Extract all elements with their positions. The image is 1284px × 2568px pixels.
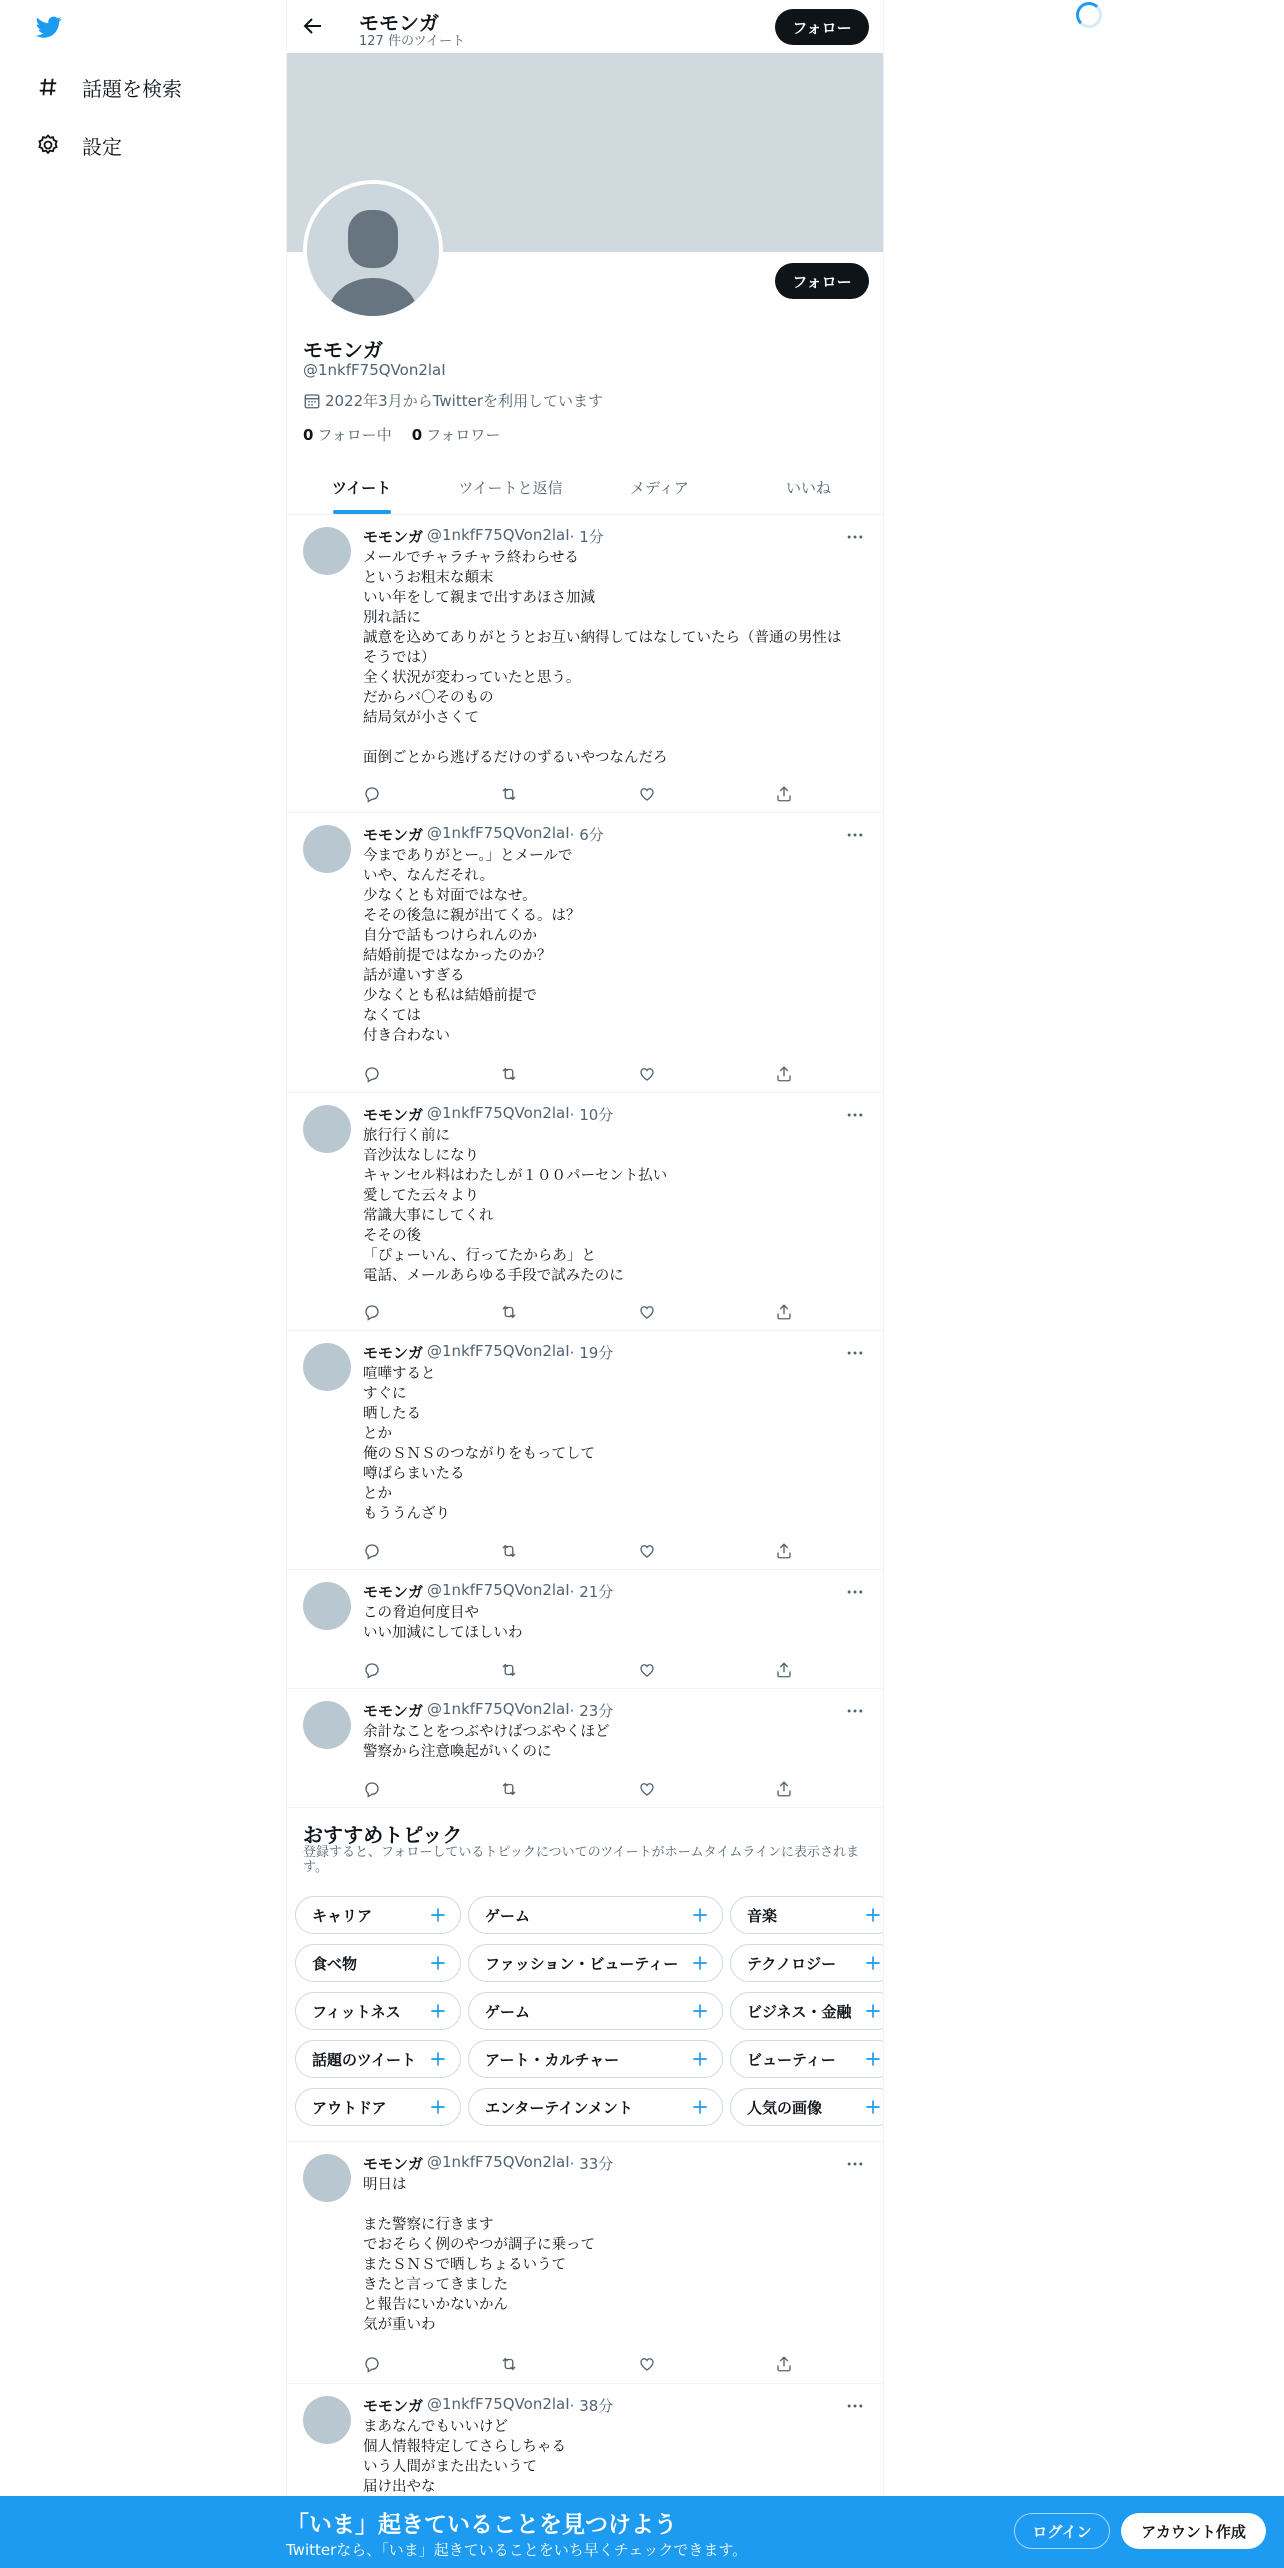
reply-icon[interactable] — [363, 1303, 381, 1321]
plus-icon[interactable] — [428, 2001, 448, 2021]
following-link[interactable] — [303, 424, 392, 445]
topic-chip-label: 音楽 — [747, 1906, 778, 1925]
tweet-author-handle[interactable]: @1nkfF75QVon2laI — [427, 2395, 570, 2413]
topic-chip[interactable] — [468, 2040, 723, 2078]
default-avatar-icon — [307, 184, 439, 316]
tweet[interactable] — [287, 813, 883, 1093]
share-icon[interactable] — [775, 1303, 793, 1321]
tweet-time[interactable]: · 21分 — [569, 1583, 614, 1601]
topic-chip-label: キャリア — [312, 1906, 373, 1925]
topic-chip-label: フィットネス — [312, 2002, 401, 2021]
profile-follow-button[interactable]: フォロー — [775, 263, 869, 299]
profile-tabs — [287, 462, 883, 515]
retweet-icon[interactable] — [500, 2355, 518, 2373]
tweet-header — [363, 1700, 613, 1721]
back-arrow-icon[interactable] — [301, 14, 325, 38]
tweet-author-handle[interactable]: @1nkfF75QVon2laI — [427, 1342, 570, 1360]
more-options-icon[interactable] — [845, 1701, 865, 1721]
topic-chip[interactable] — [730, 1992, 883, 2030]
tweet-author-name[interactable]: モモンガ — [363, 2397, 424, 2415]
plus-icon[interactable] — [863, 1905, 883, 1925]
tweet-text: 喧嘩すると すぐに 晒したる とか 俺のＳＮＳのつながりをもってして 噂ばらまいたる とか もううんざり — [363, 1366, 595, 1522]
tweet-author-handle[interactable]: @1nkfF75QVon2laI — [427, 526, 570, 544]
topic-chip[interactable] — [468, 2088, 723, 2126]
signup-bottom-bar — [0, 2496, 1284, 2568]
tweet-header — [363, 2395, 613, 2416]
reply-icon[interactable] — [363, 1780, 381, 1798]
nav-item-label: 話題を検索 — [82, 76, 182, 101]
gear-icon — [36, 133, 60, 157]
topic-chip-label: ゲーム — [485, 2002, 531, 2021]
nav-item-settings[interactable] — [36, 125, 122, 165]
plus-icon[interactable] — [863, 1953, 883, 1973]
tweet-time[interactable]: · 38分 — [569, 2397, 614, 2415]
tweet-time[interactable]: · 10分 — [569, 1106, 614, 1124]
tweet-actions — [363, 1065, 793, 1085]
tweet-text: 余計なことをつぶやけばつぶやくほど 警察から注意喚起がいくのに — [363, 1724, 610, 1760]
tweet-author-name[interactable]: モモンガ — [363, 1106, 424, 1124]
tweet[interactable] — [287, 1689, 883, 1808]
nav-item-explore[interactable] — [36, 67, 182, 107]
topic-chip-label: エンターテインメント — [485, 2098, 633, 2117]
share-icon[interactable] — [775, 785, 793, 803]
topic-chip-label: 話題のツイート — [312, 2050, 416, 2069]
plus-icon[interactable] — [863, 2001, 883, 2021]
tweet-author-name[interactable]: モモンガ — [363, 1344, 424, 1362]
tweet[interactable] — [287, 515, 883, 813]
like-icon[interactable] — [638, 1780, 656, 1798]
tweet-actions — [363, 785, 793, 805]
tab-tweets[interactable]: ツイート — [287, 462, 436, 514]
more-options-icon[interactable] — [845, 1105, 865, 1125]
topic-chip[interactable] — [730, 1896, 883, 1934]
followers-label: フォロワー — [426, 426, 501, 444]
tweet-author-name[interactable]: モモンガ — [363, 826, 424, 844]
tweet-text: 今までありがとー。」とメールで いや、なんだそれ。 少なくとも対面ではなせ。 そその後急に親が出てくる。は？ 自分で話もつけられんのか 結婚前提ではなかったのか？ 話が違いすぎる 少なくとも私は結婚前提で なくては 付き合わない — [363, 848, 581, 1044]
bottom-bar-title: 「いま」起きていることを見つけよう — [286, 2512, 677, 2538]
topic-chip[interactable] — [468, 1944, 723, 1982]
plus-icon[interactable] — [690, 1953, 710, 1973]
tweet-author-handle[interactable]: @1nkfF75QVon2laI — [427, 1104, 570, 1122]
profile-handle: @1nkfF75QVon2laI — [303, 361, 446, 379]
login-button[interactable]: ログイン — [1014, 2513, 1110, 2549]
topic-chip[interactable] — [468, 1896, 723, 1934]
followers-link[interactable] — [412, 424, 501, 445]
tweet-author-name[interactable]: モモンガ — [363, 2155, 424, 2173]
profile-name: モモンガ — [303, 338, 383, 362]
more-options-icon[interactable] — [845, 527, 865, 547]
tweet-avatar[interactable] — [303, 825, 351, 873]
topic-chip-label: アート・カルチャー — [485, 2050, 620, 2069]
topic-chip[interactable] — [295, 1944, 461, 1982]
bottom-bar-subtitle: Twitterなら、「いま」起きていることをいち早くチェックできます。 — [286, 2541, 748, 2559]
reply-icon[interactable] — [363, 2355, 381, 2373]
tweet-author-handle[interactable]: @1nkfF75QVon2laI — [427, 824, 570, 842]
tweet-author-name[interactable]: モモンガ — [363, 528, 424, 546]
tweet-avatar[interactable] — [303, 2396, 351, 2444]
plus-icon[interactable] — [863, 2097, 883, 2117]
plus-icon[interactable] — [690, 2049, 710, 2069]
retweet-icon[interactable] — [500, 1780, 518, 1798]
recommended-topics — [287, 1808, 883, 2142]
more-options-icon[interactable] — [845, 2154, 865, 2174]
like-icon[interactable] — [638, 1542, 656, 1560]
tweet-author-name[interactable]: モモンガ — [363, 1702, 424, 1720]
tweet-time[interactable]: · 6分 — [569, 826, 604, 844]
topic-chip[interactable] — [468, 1992, 723, 2030]
tweet-header — [363, 824, 604, 845]
tweet-header — [363, 1104, 613, 1125]
profile-joined — [303, 390, 603, 411]
tweet-actions — [363, 1303, 793, 1323]
share-icon[interactable] — [775, 1542, 793, 1560]
topic-chip[interactable] — [730, 1944, 883, 1982]
tweet-avatar[interactable] — [303, 1343, 351, 1391]
topic-chip[interactable] — [730, 2088, 883, 2126]
follow-button[interactable]: フォロー — [775, 9, 869, 45]
topic-chip-label: ビジネス・金融 — [747, 2002, 852, 2021]
topic-chip[interactable] — [295, 2088, 461, 2126]
topic-chip[interactable] — [295, 1896, 461, 1934]
more-options-icon[interactable] — [845, 1343, 865, 1363]
tweet-avatar[interactable] — [303, 2154, 351, 2202]
topics-description: 登録すると、フォローしているトピックについてのツイートがホームタイムラインに表示されます。 — [303, 1845, 860, 1875]
share-icon[interactable] — [775, 1065, 793, 1083]
header-title: モモンガ — [359, 11, 439, 35]
more-options-icon[interactable] — [845, 1582, 865, 1602]
tweet[interactable] — [287, 1093, 883, 1331]
reply-icon[interactable] — [363, 1065, 381, 1083]
tweet-text: メールでチャラチャラ終わらせる というお粗末な顛末 いい年をして親まで出すあほさ加減 別れ話に 誠意を込めてありがとうとお互い納得してはなしていたら（普通の男性は そうでは） 全く状況が変わっていたと思う。 だからバ〇そのもの 結局気が小さくて 面倒ごとから逃げるだけのずるいやつなんだろ — [363, 550, 842, 766]
plus-icon[interactable] — [690, 2001, 710, 2021]
topic-chip-label: ビューティー — [747, 2050, 836, 2069]
share-icon[interactable] — [775, 2355, 793, 2373]
like-icon[interactable] — [638, 785, 656, 803]
like-icon[interactable] — [638, 2355, 656, 2373]
reply-icon[interactable] — [363, 785, 381, 803]
tweet-header — [363, 1342, 613, 1363]
like-icon[interactable] — [638, 1065, 656, 1083]
tweet-author-handle[interactable]: @1nkfF75QVon2laI — [427, 1581, 570, 1599]
nav-item-label: 設定 — [82, 134, 122, 159]
retweet-icon[interactable] — [500, 1065, 518, 1083]
retweet-icon[interactable] — [500, 785, 518, 803]
profile-column — [286, 0, 884, 2568]
tweet-text: 旅行行く前に 音沙汰なしになり キャンセル料はわたしが１００パーセント払い 愛してた云々より 常識大事にしてくれ そその後 「ぴょーいん、行ってたからあ」と 電話、メールあらゆる手段で試みたのに — [363, 1128, 668, 1284]
tab-media[interactable]: メディア — [630, 479, 689, 497]
topic-chip-label: 人気の画像 — [747, 2098, 823, 2117]
topic-chip[interactable] — [295, 2040, 461, 2078]
plus-icon[interactable] — [428, 1953, 448, 1973]
tweet-time[interactable]: · 1分 — [569, 528, 604, 546]
tab-likes[interactable]: いいね — [785, 479, 831, 497]
like-icon[interactable] — [638, 1303, 656, 1321]
more-options-icon[interactable] — [845, 825, 865, 845]
profile-header-bar — [287, 0, 883, 53]
tweet[interactable] — [287, 1331, 883, 1570]
tweet-text: 明日は また警察に行きます でおそらく例のやつが調子に乗って またＳＮＳで晒しちょるいうて きたと言ってきました と報告にいかないかん 気が重いわ — [363, 2177, 595, 2333]
profile-avatar[interactable] — [303, 180, 443, 320]
tweet-time[interactable]: · 23分 — [569, 1702, 614, 1720]
loading-spinner-icon — [1076, 2, 1102, 28]
topic-chip-label: 食べ物 — [312, 1954, 358, 1973]
tweet-actions — [363, 1661, 793, 1681]
following-count: 0 — [303, 426, 314, 444]
tweet-author-handle[interactable]: @1nkfF75QVon2laI — [427, 2153, 570, 2171]
tweet[interactable] — [287, 1570, 883, 1689]
plus-icon[interactable] — [690, 2097, 710, 2117]
retweet-icon[interactable] — [500, 1303, 518, 1321]
tweet-actions — [363, 1542, 793, 1562]
tweet[interactable] — [287, 2142, 883, 2384]
plus-icon[interactable] — [428, 1905, 448, 1925]
tweet-time[interactable]: · 19分 — [569, 1344, 614, 1362]
tweet-count: 127 件のツイート — [359, 34, 466, 49]
retweet-icon[interactable] — [500, 1542, 518, 1560]
tweet-avatar[interactable] — [303, 1582, 351, 1630]
tweet-text: この脅迫何度目や いい加減にしてほしいわ — [363, 1605, 523, 1641]
share-icon[interactable] — [775, 1780, 793, 1798]
tweet-avatar[interactable] — [303, 527, 351, 575]
tweet-actions — [363, 1780, 793, 1800]
tab-tweets-and-replies[interactable]: ツイートと返信 — [458, 479, 563, 497]
reply-icon[interactable] — [363, 1661, 381, 1679]
hashtag-icon — [36, 75, 60, 99]
topic-chip-label: ゲーム — [485, 1906, 531, 1925]
topic-chip[interactable] — [730, 2040, 883, 2078]
tweet-author-handle[interactable]: @1nkfF75QVon2laI — [427, 1700, 570, 1718]
calendar-icon — [303, 392, 321, 410]
signup-button[interactable]: アカウント作成 — [1121, 2513, 1266, 2549]
following-label: フォロー中 — [317, 426, 392, 444]
tweet-header — [363, 1581, 613, 1602]
topic-chip-label: アウトドア — [312, 2098, 387, 2117]
retweet-icon[interactable] — [500, 1661, 518, 1679]
plus-icon[interactable] — [428, 2097, 448, 2117]
tweet-header — [363, 2153, 613, 2174]
plus-icon[interactable] — [690, 1905, 710, 1925]
joined-date-text: 2022年3月からTwitterを利用しています — [325, 392, 603, 410]
tweet-avatar[interactable] — [303, 1701, 351, 1749]
topic-chip-label: テクノロジー — [747, 1954, 837, 1973]
tweet-actions — [363, 2355, 793, 2375]
plus-icon[interactable] — [863, 2049, 883, 2069]
followers-count: 0 — [411, 426, 423, 444]
topics-title: おすすめトピック — [303, 1823, 463, 1847]
tweet-header — [363, 526, 604, 547]
topic-chip-label: ファッション・ビューティー — [485, 1954, 679, 1973]
reply-icon[interactable] — [363, 1542, 381, 1560]
profile-stats — [303, 424, 520, 445]
topic-chip[interactable] — [295, 1992, 461, 2030]
plus-icon[interactable] — [428, 2049, 448, 2069]
like-icon[interactable] — [638, 1661, 656, 1679]
more-options-icon[interactable] — [845, 2396, 865, 2416]
tweet-avatar[interactable] — [303, 1105, 351, 1153]
tweet-text: まあなんでもいいけど 個人情報特定してさらしちゃる いう人間がまた出たいうて 届け出やな — [363, 2419, 566, 2495]
share-icon[interactable] — [775, 1661, 793, 1679]
tweet-author-name[interactable]: モモンガ — [363, 1583, 424, 1601]
twitter-bird-icon[interactable] — [34, 14, 64, 40]
tweet-time[interactable]: · 33分 — [569, 2155, 614, 2173]
